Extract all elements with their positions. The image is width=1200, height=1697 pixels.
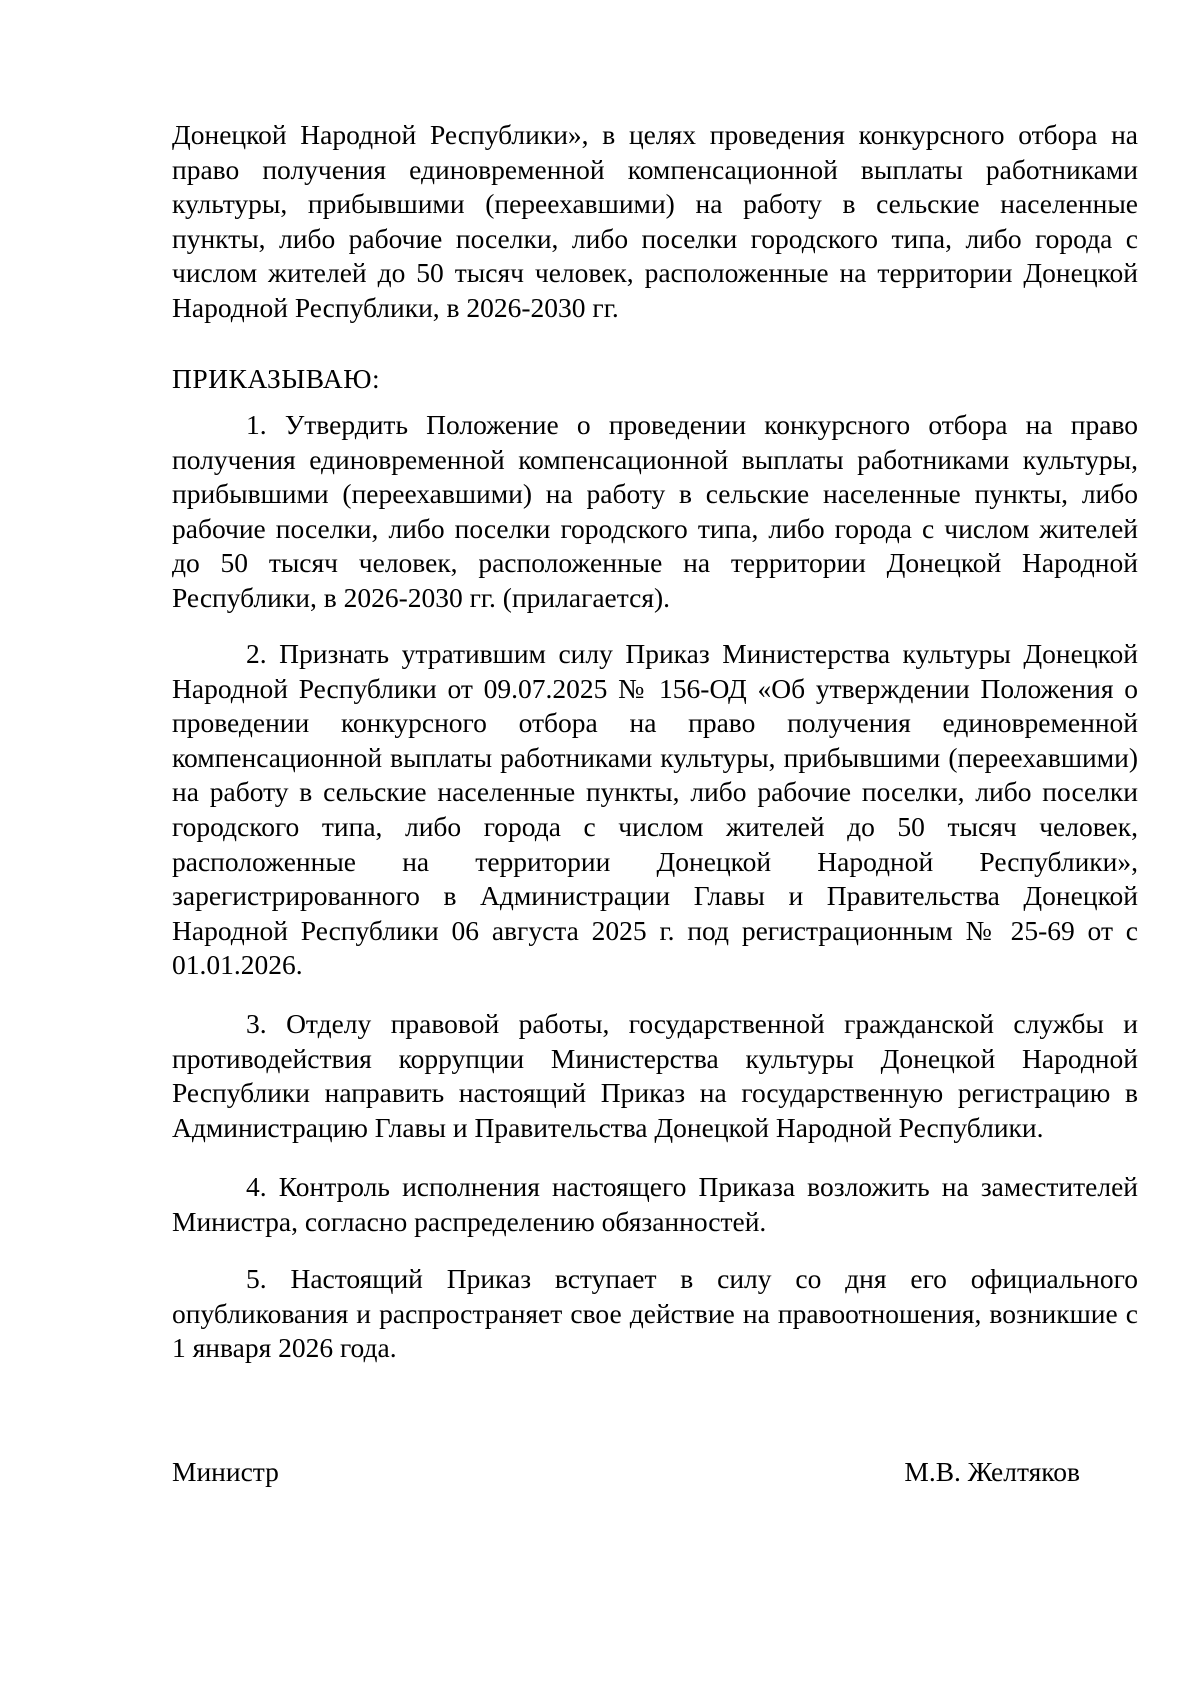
order-item-3: 3. Отделу правовой работы, государственной гражданской службы и противодействия коррупции Министерства культуры Донецкой Народной Республики направить настоящий Приказ на государственную регистрацию в Администрацию Главы и Правительства Донецкой Народной Республики. [172, 1008, 1138, 1143]
order-heading: ПРИКАЗЫВАЮ: [172, 363, 381, 394]
order-item-4: 4. Контроль исполнения настоящего Приказа возложить на заместителей Министра, согласно распределению обязанностей. [172, 1171, 1138, 1237]
signature-name: М.В. Желтяков [904, 1456, 1080, 1487]
signature-role: Министр [172, 1456, 279, 1487]
order-item-1: 1. Утвердить Положение о проведении конкурсного отбора на право получения единовременной компенсационной выплаты работниками культуры, прибывшими (переехавшими) на работу в сельские населенные пункты, либо рабочие поселки, либо поселки городского типа, либо города с числом жителей до 50 тысяч человек, расположенные на территории Донецкой Народной Республики, в 2026-2030 гг. (прилагается). [172, 409, 1138, 613]
intro-paragraph: Донецкой Народной Республики», в целях проведения конкурсного отбора на право получения единовременной компенсационной выплаты работниками культуры, прибывшими (переехавшими) на работу в сельские населенные пункты, либо рабочие поселки, либо поселки городского типа, либо города с числом жителей до 50 тысяч человек, расположенные на территории Донецкой Народной Республики, в 2026-2030 гг. [172, 119, 1138, 323]
order-item-5: 5. Настоящий Приказ вступает в силу со дня его официального опубликования и распространяет свое действие на правоотношения, возникшие с 1 января 2026 года. [172, 1263, 1138, 1364]
order-item-2: 2. Признать утратившим силу Приказ Министерства культуры Донецкой Народной Республики от 09.07.2025 № 156-ОД «Об утверждении Положения о проведении конкурсного отбора на право получения единовременной компенсационной выплаты работниками культуры, прибывшими (переехавшими) на работу в сельские населенные пункты, либо рабочие поселки, либо поселки городского типа, либо города с числом жителей до 50 тысяч человек, расположенные на территории Донецкой Народной Республики», зарегистрированного в Администрации Главы и Правительства Донецкой Народной Республики 06 августа 2025 г. под регистрационным № 25-69 от с 01.01.2026. [172, 638, 1138, 981]
